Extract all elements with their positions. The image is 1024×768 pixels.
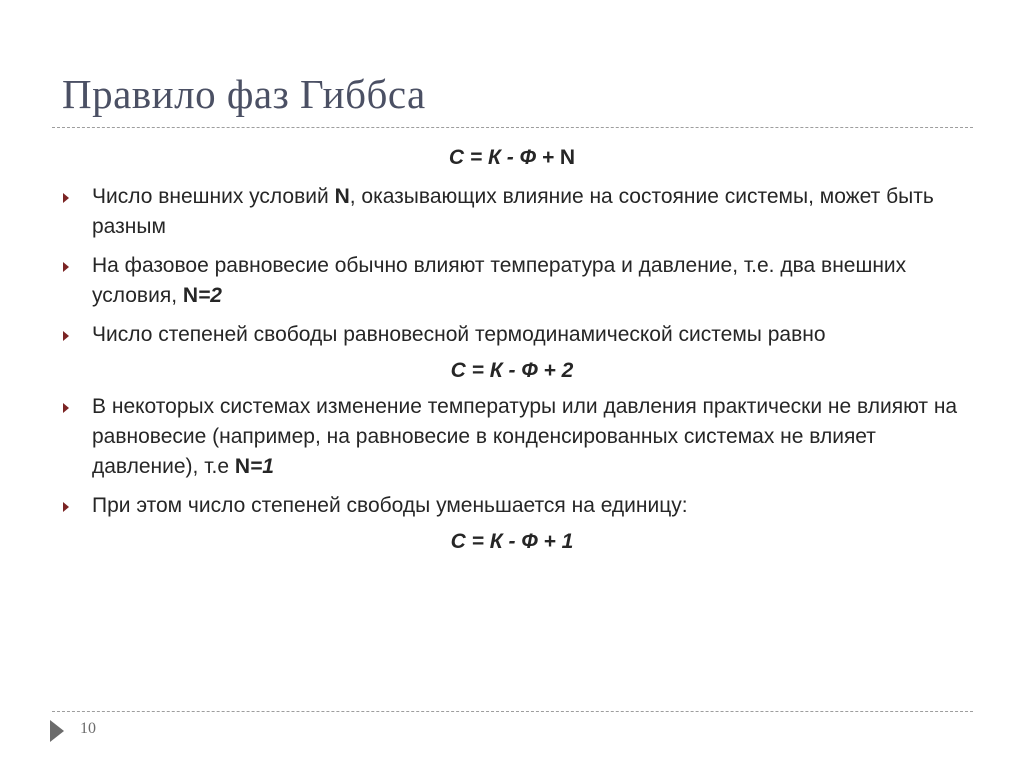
formula-n1: С = К - Ф + 1 <box>450 530 574 553</box>
formula-general-n: N <box>559 146 576 169</box>
bullet-text: На фазовое равновесие обычно влияют температура и давление, т.е. два внешних условия, <box>92 254 907 307</box>
slide-title: Правило фаз Гиббса <box>62 71 426 117</box>
bullet-text: При этом число степеней свободы уменьшается на единицу: <box>92 494 688 517</box>
formula-general <box>62 143 962 173</box>
bullet-item <box>62 251 962 311</box>
bullet-text: Число внешних условий <box>92 185 335 208</box>
bullet-n-symbol: N <box>334 185 350 208</box>
bullet-n-value: =2 <box>198 284 222 307</box>
formula-general-left: С = К - Ф + <box>448 146 560 169</box>
bullet-text: , оказывающих влияние на состояние системы, может быть разным <box>92 185 934 238</box>
bullet-n-symbol: N <box>182 284 199 307</box>
page-number: 10 <box>80 720 96 737</box>
bullet-item <box>62 392 962 482</box>
bullet-item <box>62 320 962 350</box>
bullet-arrow-icon <box>63 262 69 272</box>
footer-triangle-icon <box>50 720 64 742</box>
slide-content <box>62 143 962 557</box>
bullet-arrow-icon <box>63 403 69 413</box>
title-divider <box>52 127 973 128</box>
bullet-text: Число степеней свободы равновесной термодинамической системы равно <box>92 323 826 346</box>
formula-n2: С = К - Ф + 2 <box>450 359 574 382</box>
bullet-arrow-icon <box>63 502 69 512</box>
bullet-n-value: =1 <box>250 455 274 478</box>
bullet-item <box>62 491 962 521</box>
footer-divider <box>52 711 973 712</box>
bullet-arrow-icon <box>63 193 69 203</box>
bullet-arrow-icon <box>63 331 69 341</box>
bullet-n-symbol: N <box>234 455 251 478</box>
bullet-item <box>62 182 962 242</box>
bullet-text: В некоторых системах изменение температуры или давления практически не влияют на равновесие (например, на равновесие в конденсированных системах не влияет давление), т.е <box>92 395 958 478</box>
